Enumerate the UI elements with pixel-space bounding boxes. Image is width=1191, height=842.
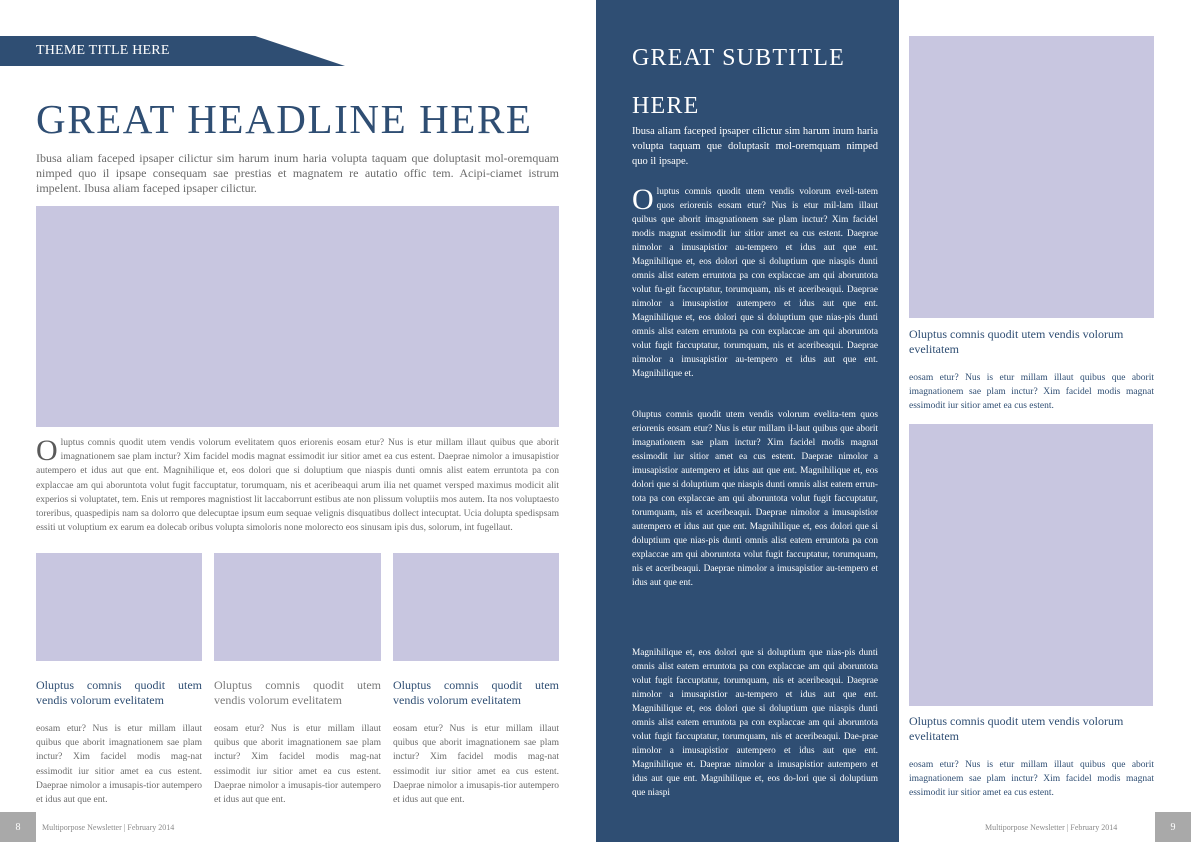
- paragraph-text: luptus comnis quodit utem vendis volorum eveli-tatem quos eriorenis eosam etur? Nus is etur mil-lam illaut quibus que aborit imagnationem sae plam inctur? Xim facidel modis magnat essimodit iur sitior amet ea cus estent. Daeprae nimolor a imusapistior au-tempero et idus aut que ent. Magnihilique et, eos dolori que si doluptium que niaspis dunti omnis alist eatem erruntota pa con explaccae am qui aboruntota volut fu-git faccuptatur, torumquam, nis et aceribeaqui. Daeprae nimolor a imusapistior autempero et idus aut que ent. Magnihilique et, eos dolori que si doluptium que nias-pis dunti omnis alist eatem erruntota pa con explaccae am qui aboruntota volut fugit faccuptatur, torumquam, nis et aceribeaqui. Daeprae nimolor a imusapistior au-tempero et idus aut que ent. Magnihilique et.: [632, 187, 878, 379]
- main-article-body: [36, 436, 559, 554]
- card-image-placeholder: [36, 553, 202, 661]
- card-text: eosam etur? Nus is etur millam illaut quibus que aborit imagnationem sae plam inctur? Xim facidel modis mag-nat essimodit iur sitior amet ea cus estent. Daeprae nimolor a imusapis-tior autempero et idus aut que ent.: [36, 724, 202, 806]
- dark-paragraph: Oluptus comnis quodit utem vendis volorum evelita-tem quos eriorenis eosam etur? Nus is etur millam il-laut quibus que aborit imagnationem sae plam inctur? Xim facidel modis magnat essimodit iur sitior amet ea cus estent. Daeprae nimolor a imusapistior autempero et idus aut que ent. Magnihilique et, eos dolori que si doluptium que niaspis dunti omnis alist eatem errun-tota pa con explaccae am qui aboruntota volut fugit faccuptatur, torumquam, nis et aceribeaqui. Daeprae nimolor a imusapistior autempero et idus aut que ent. Magnihilique et, eos dolori que si doluptium que nias-pis dunti omnis alist eatem erruntota pa con explaccae am qui aboruntota volut fugit faccuptatur, torumquam, nis et aceribeaqui. Daeprae nimolor a imusapistior au-tempero et idus aut que ent.: [632, 410, 878, 588]
- side-image-placeholder: [909, 424, 1153, 706]
- article-text: luptus comnis quodit utem vendis volorum evelitatem quos eriorenis eosam etur? Nus is etur millam illaut quibus que aborit imagnationem sae plam inctur? Xim facidel modis magnat essimodit iur sitior amet ea cus estent. Daeprae nimolor a imusapistior autempero et idus aut que ent. Magnihilique et, eos dolori que si doluptium que niaspis dunti omnis alist eatem erruntota pa con explaccae am qui aboruntota volut fugit faccuptatur, torumquam, nis et aceribeaqui arum ilia net quamet versped maximus modicit alit experios si voluptatet, tem. Enis ut rempores magnistiost lit laccaborrunt estibus ate non plissum voluptiis mos autem. Ita nos voluptaesto toreribus, quaspedipis nam sa dolorro que delecuptae ipsum eum sequae velignis disquatibus dollect intecuptat. Ucia dolupta spedispsam essiti ut voluptium ex earum ea dolecab oribus volupta simoloris none molorecto eos sinusam ipis dus, solorum, int fugellaut.: [36, 438, 559, 534]
- dark-paragraph: [632, 185, 878, 381]
- subtitle-intro: Ibusa aliam faceped ipsaper cilictur sim harum inum haria volupta taquam que doluptasit mol-oremquam nimped quo il ipsape.: [632, 126, 878, 167]
- card-text: eosam etur? Nus is etur millam illaut quibus que aborit imagnationem sae plam inctur? Xim facidel modis mag-nat essimodit iur sitior amet ea cus estent. Daeprae nimolor a imusapis-tior autempero et idus aut que ent.: [393, 724, 559, 806]
- drop-cap: O: [632, 183, 654, 216]
- card-title: Oluptus comnis quodit utem vendis volorum evelitatem: [214, 678, 381, 707]
- side-item-text: eosam etur? Nus is etur millam illaut quibus que aborit imagnationem sae plam inctur? Xim facidel modis magnat essimodit iur sitior amet ea cus estent.: [909, 760, 1154, 799]
- footer-text: Multiporpose Newsletter | February 2014: [42, 823, 175, 832]
- headline-intro: Ibusa aliam faceped ipsaper cilictur sim harum inum haria volupta taquam que doluptasit mol-oremquam nimped quo il ipsape consequam sae prestias et magnatem re autatio offic tem. Acipi-ciamet istrum impelent. Ibusa aliam faceped ipsaper cilictur.: [36, 151, 559, 195]
- theme-title: THEME TITLE HERE: [36, 43, 170, 58]
- card-title: Oluptus comnis quodit utem vendis volorum evelitatem: [393, 678, 559, 707]
- card-image-placeholder: [393, 553, 559, 661]
- card-image-placeholder: [214, 553, 381, 661]
- subtitle: [632, 34, 882, 130]
- dark-paragraph: Magnihilique et, eos dolori que si doluptium que nias-pis dunti omnis alist eatem erruntota pa con explaccae am qui aboruntota volut fugit faccuptatur, torumquam, nis et aceribeaqui. Daeprae nimolor a imusapistior au-tempero et idus aut que ent. Magnihilique et, eos dolori que si doluptium que niaspis dunti omnis alist eatem erruntota pa con explaccae am qui aboruntota volut fugit faccuptatur, torumquam, nis et aceribeaqui. Dae-prae nimolor a imusapistior autempero et idus aut que ent. Magnihilique et. Daeprae nimolor a imusapistior autempero et idus aut que ent. Magnihilique et, eos do-lori que si doluptium que niaspi: [632, 648, 878, 798]
- card-text: eosam etur? Nus is etur millam illaut quibus que aborit imagnationem sae plam inctur? Xim facidel modis mag-nat essimodit iur sitior amet ea cus estent. Daeprae nimolor a imusapis-tior autempero et idus aut que ent.: [214, 724, 381, 806]
- page-number: 9: [1155, 812, 1191, 842]
- page-headline: GREAT HEADLINE HERE: [36, 96, 533, 142]
- side-image-placeholder: [909, 36, 1154, 318]
- page-number: 8: [0, 812, 36, 842]
- subtitle-line: GREAT SUBTITLE: [632, 45, 846, 71]
- side-item-title: Oluptus comnis quodit utem vendis volorum evelitatem: [909, 714, 1124, 743]
- subtitle-line: HERE: [632, 93, 700, 119]
- side-item-text: eosam etur? Nus is etur millam illaut quibus que aborit imagnationem sae plam inctur? Xim facidel modis magnat essimodit iur sitior amet ea cus estent.: [909, 373, 1154, 412]
- drop-cap: O: [36, 436, 58, 467]
- side-item-title: Oluptus comnis quodit utem vendis volorum evelitatem: [909, 327, 1124, 356]
- footer-text: Multiporpose Newsletter | February 2014: [985, 823, 1118, 832]
- card-title: Oluptus comnis quodit utem vendis volorum evelitatem: [36, 678, 202, 707]
- hero-image-placeholder: [36, 206, 559, 427]
